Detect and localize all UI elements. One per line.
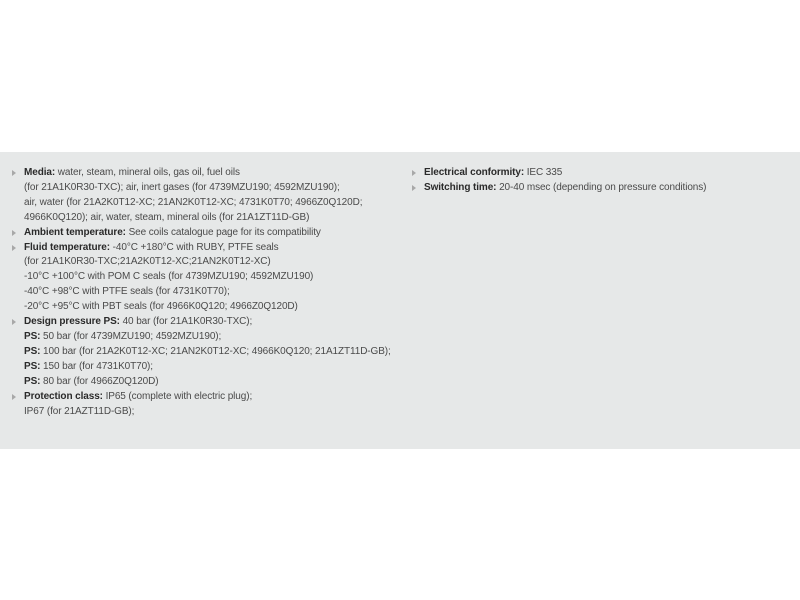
spec-value: water, steam, mineral oils, gas oil, fuel oils [55, 167, 240, 178]
spec-design-pressure [10, 315, 405, 390]
spec-value: IEC 335 [524, 167, 563, 178]
spec-value: 40 bar (for 21A1K0R30-TXC); [119, 316, 253, 328]
spec-label: Design pressure PS: [24, 316, 120, 328]
spec-label: Switching time: [424, 181, 497, 193]
spec-value-line: -20°C +95°C with PBT seals (for 4966K0Q120; 4966Z0Q120D) [24, 301, 298, 313]
spec-value: 20-40 msec (depending on pressure conditions) [496, 181, 707, 193]
spec-label: Ambient temperature: [24, 226, 126, 238]
triangle-right-icon [12, 319, 16, 325]
spec-value: See coils catalogue page for its compatibility [125, 226, 321, 238]
ps-label: PS: [24, 360, 41, 372]
ps-label: PS: [24, 330, 41, 342]
spec-value-line: air, water (for 21A2K0T12-XC; 21AN2K0T12-XC; 4731K0T70; 4966Z0Q120D; [24, 196, 363, 208]
spec-value: IP65 (complete with electric plug); [102, 390, 253, 402]
spec-ambient-temperature [10, 226, 405, 241]
specs-left-column [10, 166, 405, 419]
spec-value: 80 bar (for 4966Z0Q120D) [40, 375, 159, 387]
spec-value: 150 bar (for 4731K0T70); [40, 360, 153, 372]
spec-value: 100 bar (for 21A2K0T12-XC; 21AN2K0T12-XC; 4966K0Q120; 21A1ZT11D-GB); [40, 345, 391, 357]
spec-value-line: (for 21A1K0R30-TXC); air, inert gases (for 4739MZU190; 4592MZU190); [24, 181, 340, 193]
spec-switching-time [410, 181, 795, 196]
triangle-right-icon [412, 185, 416, 191]
spec-fluid-temperature [10, 241, 405, 316]
spec-label: Fluid temperature: [24, 241, 110, 253]
spec-value-line: -10°C +100°C with POM C seals (for 4739MZU190; 4592MZU190) [24, 271, 314, 283]
spec-protection-class [10, 390, 405, 420]
spec-value-line: -40°C +98°C with PTFE seals (for 4731K0T70); [24, 286, 230, 298]
spec-label: Electrical conformity: [424, 167, 525, 178]
spec-value: 50 bar (for 4739MZU190; 4592MZU190); [40, 330, 222, 342]
spec-value: -40°C +180°C with RUBY, PTFE seals [110, 241, 279, 253]
spec-value-line: (for 21A1K0R30-TXC;21A2K0T12-XC;21AN2K0T12-XC) [24, 256, 271, 268]
spec-label: Media: [24, 167, 56, 178]
spec-value-line: 4966K0Q120); air, water, steam, mineral oils (for 21A1ZT11D-GB) [24, 211, 310, 223]
ps-label: PS: [24, 345, 41, 357]
spec-electrical-conformity [410, 166, 795, 181]
spec-media [10, 166, 405, 226]
spec-label: Protection class: [24, 390, 103, 402]
ps-label: PS: [24, 375, 41, 387]
specs-right-column [410, 166, 795, 196]
specifications-panel [0, 152, 800, 449]
triangle-right-icon [12, 394, 16, 400]
spec-value-line: IP67 (for 21AZT11D-GB); [24, 405, 135, 417]
triangle-right-icon [12, 230, 16, 236]
triangle-right-icon [12, 245, 16, 251]
triangle-right-icon [12, 170, 16, 176]
triangle-right-icon [412, 170, 416, 176]
